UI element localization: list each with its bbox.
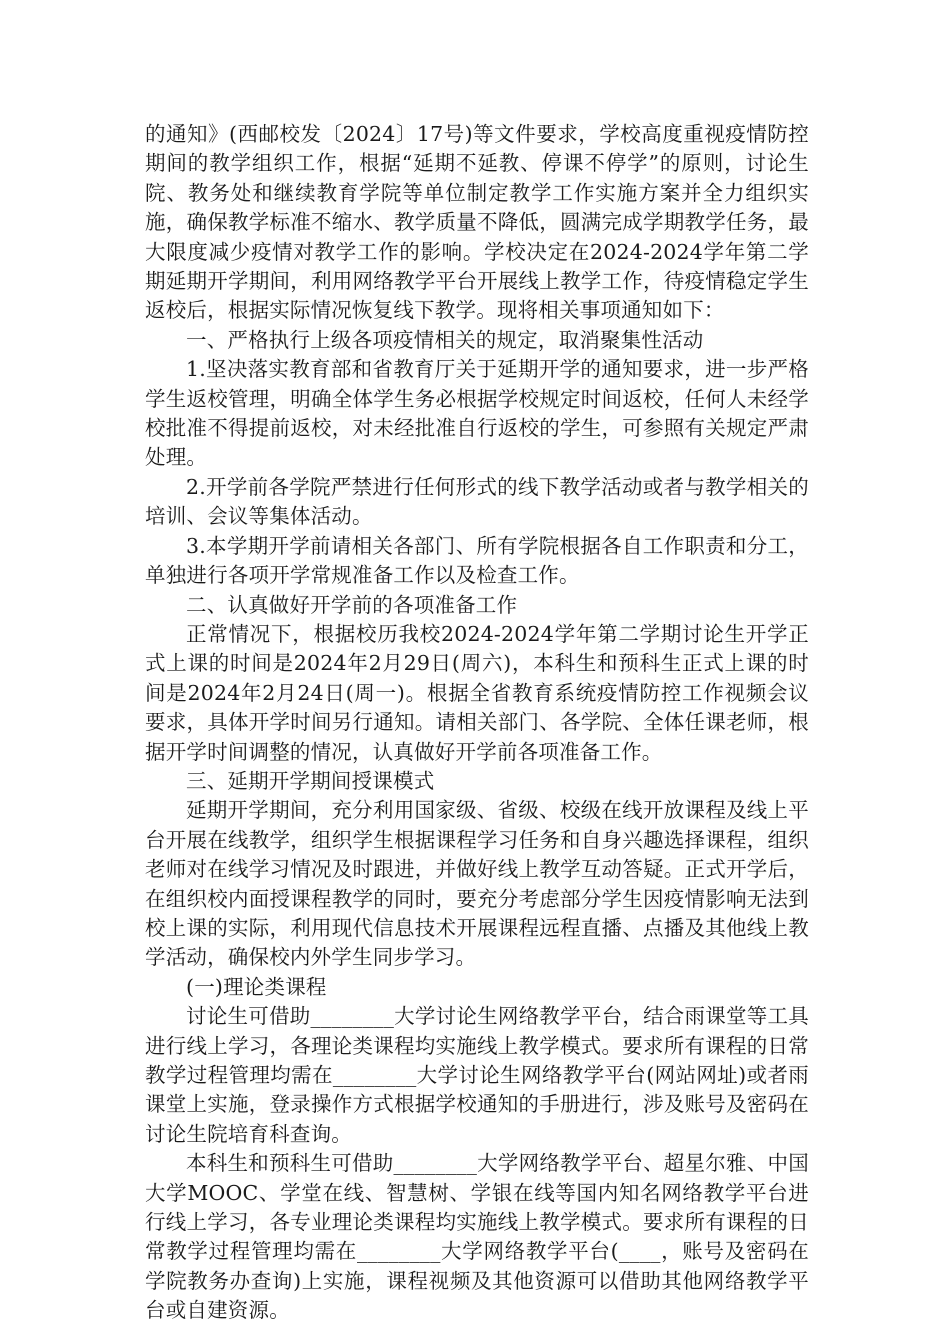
section-heading-2: 二、认真做好开学前的各项准备工作: [186, 592, 518, 617]
paragraph-intro-continuation: 的通知》(西邮校发〔2024〕17号)等文件要求，学校高度重视疫情防控期间的教学组织工作，根据“延期不延教、停课不停学”的原则，讨论生院、教务处和继续教育学院等单位制定教学工作实施方案并全力组织实施，确保教学标准不缩水、教学质量不降低，圆满完成学期教学任务，最大限度减少疫情对教学工作的影响。学校决定在2024-2024学年第二学期延期开学期间，利用网络教学平台开展线上教学工作，待疫情稳定学生返校后，根据实际情况恢复线下教学。现将相关事项通知如下：: [145, 122, 809, 323]
section-heading-1: 一、严格执行上级各项疫情相关的规定，取消聚集性活动: [186, 327, 704, 352]
paragraph-schedule: 正常情况下，根据校历我校2024-2024学年第二学期讨论生开学正式上课的时间是2024年2月29日(周六)，本科生和预科生正式上课的时间是2024年2月24日(周一)。根据全省教育系统疫情防控工作视频会议要求，具体开学时间另行通知。请相关部门、各学院、全体任课老师，根据开学时间调整的情况，认真做好开学前各项准备工作。: [145, 621, 809, 764]
paragraph-item-1: 1.坚决落实教育部和省教育厅关于延期开学的通知要求，进一步严格学生返校管理，明确全体学生务必根据学校规定时间返校，任何人未经学校批准不得提前返校，对未经批准自行返校的学生，可参照有关规定严肃处理。: [145, 357, 809, 470]
paragraph-undergraduate: 本科生和预科生可借助________大学网络教学平台、超星尔雅、中国大学MOOC、学堂在线、智慧树、学银在线等国内知名网络教学平台进行线上学习，各专业理论类课程均实施线上教学模式。要求所有课程的日常教学过程管理均需在________大学网络教学平台(____，账号及密码在学院教务办查询)上实施，课程视频及其他资源可以借助其他网络教学平台或自建资源。: [145, 1151, 809, 1323]
subsection-heading-theory: (一)理论类课程: [186, 974, 327, 999]
document-body: [145, 120, 809, 1326]
paragraph-teaching-mode: 延期开学期间，充分利用国家级、省级、校级在线开放课程及线上平台开展在线教学，组织学生根据课程学习任务和自身兴趣选择课程，组织老师对在线学习情况及时跟进，并做好线上教学互动答疑。正式开学后，在组织校内面授课程教学的同时，要充分考虑部分学生因疫情影响无法到校上课的实际，利用现代信息技术开展课程远程直播、点播及其他线上教学活动，确保校内外学生同步学习。: [145, 798, 809, 970]
section-heading-3: 三、延期开学期间授课模式: [186, 768, 435, 793]
paragraph-item-3: 3.本学期开学前请相关各部门、所有学院根据各自工作职责和分工，单独进行各项开学常规准备工作以及检查工作。: [145, 533, 809, 588]
paragraph-item-2: 2.开学前各学院严禁进行任何形式的线下教学活动或者与教学相关的培训、会议等集体活动。: [145, 474, 809, 529]
paragraph-graduate: 讨论生可借助________大学讨论生网络教学平台，结合雨课堂等工具进行线上学习，各理论类课程均实施线上教学模式。要求所有课程的日常教学过程管理均需在________大学讨论生网络教学平台(网站网址)或者雨课堂上实施，登录操作方式根据学校通知的手册进行，涉及账号及密码在讨论生院培育科查询。: [145, 1004, 809, 1146]
